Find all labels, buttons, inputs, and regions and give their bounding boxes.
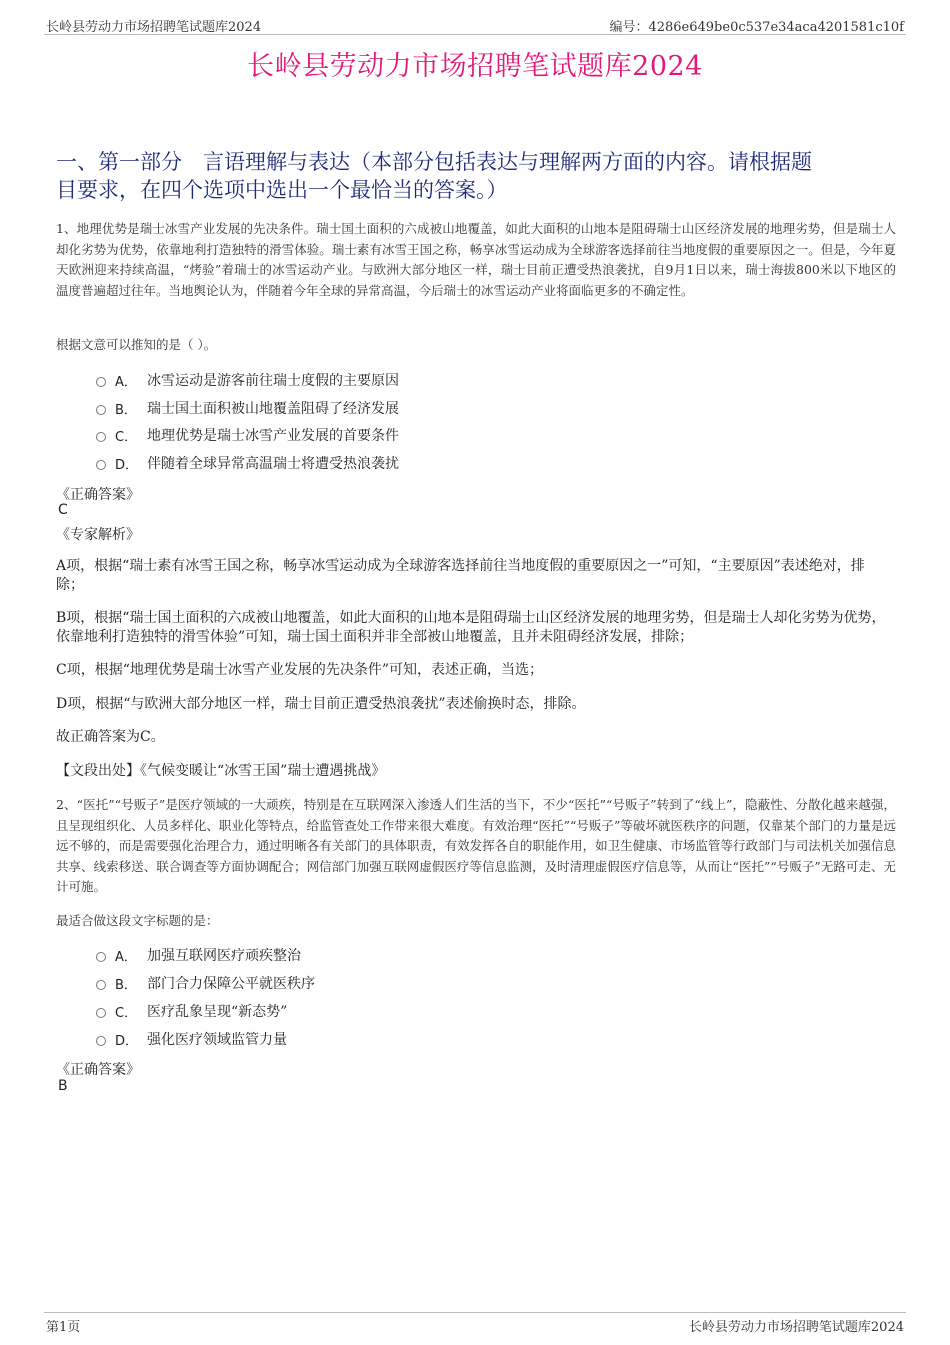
option-text: 医疗乱象呈现“新态势” — [147, 1004, 288, 1020]
option-text: 部门合力保障公平就医秩序 — [147, 976, 315, 992]
q2-question: 最适合做这段文字标题的是： — [56, 913, 219, 928]
q1-analysis-b: B项，根据“瑞士国土面积的六成被山地覆盖，如此大面积的山地本是阻碍瑞士山区经济发展的地理劣势，但是瑞士人却化劣势为优势，依靠地利打造独特的滑雪体验”可知，瑞士国土面积并非全部被山地覆盖，且并未阻碍经济发展，排除； — [56, 610, 886, 645]
option-text: 伴随着全球异常高温瑞士将遭受热浪袭扰 — [147, 456, 399, 472]
option-text: 强化医疗领域监管力量 — [147, 1032, 287, 1048]
q1-option-d[interactable] — [96, 452, 399, 474]
q1-option-a[interactable] — [96, 369, 399, 391]
option-letter: D． — [115, 457, 139, 473]
option-text: 瑞士国土面积被山地覆盖阻碍了经济发展 — [147, 401, 399, 417]
option-letter: B． — [115, 402, 137, 418]
q2-option-d[interactable] — [96, 1028, 287, 1050]
section-heading — [56, 148, 896, 204]
q1-passage: 1、地理优势是瑞士冰雪产业发展的先决条件。瑞士国土面积的六成被山地覆盖，如此大面积的山地本是阻碍瑞士山区经济发展的地理劣势，但是瑞士人却化劣势为优势，依靠地利打造独特的滑雪体验。瑞士素有冰雪王国之称，畅享冰雪运动成为全球游客选择前往当地度假的重要原因之一。但是，今年夏天欧洲迎来持续高温，“烤验”着瑞士的冰雪运动产业。与欧洲大部分地区一样，瑞士目前正遭受热浪袭扰，自9月1日以来，瑞士海拔800米以下地区的温度普遍超过往年。当地舆论认为，伴随着今年全球的异常高温，今后瑞士的冰雪运动产业将面临更多的不确定性。 — [56, 221, 896, 298]
section-heading-line-2: 目要求，在四个选项中选出一个最恰当的答案。） — [56, 178, 508, 202]
q1-analysis-c: C项，根据“地理优势是瑞士冰雪产业发展的先决条件”可知，表述正确，当选； — [56, 662, 544, 678]
section-heading-line-1: 一、第一部分 言语理解与表达（本部分包括表达与理解两方面的内容。请根据题 — [56, 150, 812, 174]
option-letter: B． — [115, 977, 137, 993]
page-title: 长岭县劳动力市场招聘笔试题库2024 — [247, 51, 703, 82]
radio-icon[interactable] — [96, 1008, 106, 1018]
q1-analysis-conclusion: 故正确答案为C。 — [56, 729, 165, 745]
q1-option-b[interactable] — [96, 397, 399, 419]
q1-question: 根据文意可以推知的是（ ）。 — [56, 337, 217, 352]
header-doc-title: 长岭县劳动力市场招聘笔试题库2024 — [46, 20, 262, 35]
q1-option-c[interactable] — [96, 424, 399, 446]
option-letter: C． — [115, 1005, 138, 1021]
option-text: 地理优势是瑞士冰雪产业发展的首要条件 — [147, 428, 399, 444]
q1-analysis-a: A项，根据“瑞士素有冰雪王国之称，畅享冰雪运动成为全球游客选择前往当地度假的重要原因之一”可知，“主要原因”表述绝对，排除； — [56, 558, 865, 593]
option-text: 冰雪运动是游客前往瑞士度假的主要原因 — [147, 373, 399, 389]
page-footer — [44, 1312, 906, 1333]
q2-passage: 2、“医托”“号贩子”是医疗领域的一大顽疾，特别是在互联网深入渗透人们生活的当下，不少“医托”“号贩子”转到了“线上”，隐蔽性、分散化越来越强，且呈现组织化、人员多样化、职业化等特点，给监管查处工作带来很大难度。有效治理“医托”“号贩子”等破坏就医秩序的问题，仅靠某个部门的力量是远远不够的，而是需要强化治理合力，通过明晰各有关部门的具体职责，有效发挥各自的职能作用，如卫生健康、市场监管等行政部门与司法机关加强信息共享、线索移送、联合调查等方面协调配合；网信部门加强互联网虚假医疗等信息监测，及时清理虚假医疗信息等，从而让“医托”“号贩子”无路可走、无计可施。 — [56, 797, 896, 894]
option-text: 加强互联网医疗顽疾整治 — [147, 948, 301, 964]
radio-icon[interactable] — [96, 405, 106, 415]
page-header — [44, 14, 906, 35]
q1-answer: C — [58, 502, 68, 518]
q1-answer-label: 《正确答案》 — [56, 487, 140, 503]
radio-icon[interactable] — [96, 377, 106, 387]
option-letter: A． — [115, 374, 137, 390]
radio-icon[interactable] — [96, 980, 106, 990]
q2-answer-label: 《正确答案》 — [56, 1062, 140, 1078]
radio-icon[interactable] — [96, 432, 106, 442]
option-letter: D． — [115, 1033, 139, 1049]
footer-doc-title: 长岭县劳动力市场招聘笔试题库2024 — [688, 1320, 904, 1335]
radio-icon[interactable] — [96, 952, 106, 962]
radio-icon[interactable] — [96, 1036, 106, 1046]
q1-analysis-d: D项，根据“与欧洲大部分地区一样，瑞士目前正遭受热浪袭扰”表述偷换时态，排除。 — [56, 696, 586, 712]
q2-answer: B — [58, 1078, 68, 1094]
q2-option-a[interactable] — [96, 944, 301, 966]
header-doc-id: 编号：4286e649be0c537e34aca4201581c10f — [609, 20, 904, 35]
footer-page-number: 第1页 — [46, 1320, 81, 1335]
q2-option-b[interactable] — [96, 972, 315, 994]
option-letter: C． — [115, 429, 138, 445]
radio-icon[interactable] — [96, 460, 106, 470]
q1-analysis-label: 《专家解析》 — [56, 527, 140, 543]
q2-option-c[interactable] — [96, 1000, 287, 1022]
q1-source: 【文段出处】《气候变暖让“冰雪王国”瑞士遭遇挑战》 — [56, 763, 386, 779]
option-letter: A． — [115, 949, 137, 965]
